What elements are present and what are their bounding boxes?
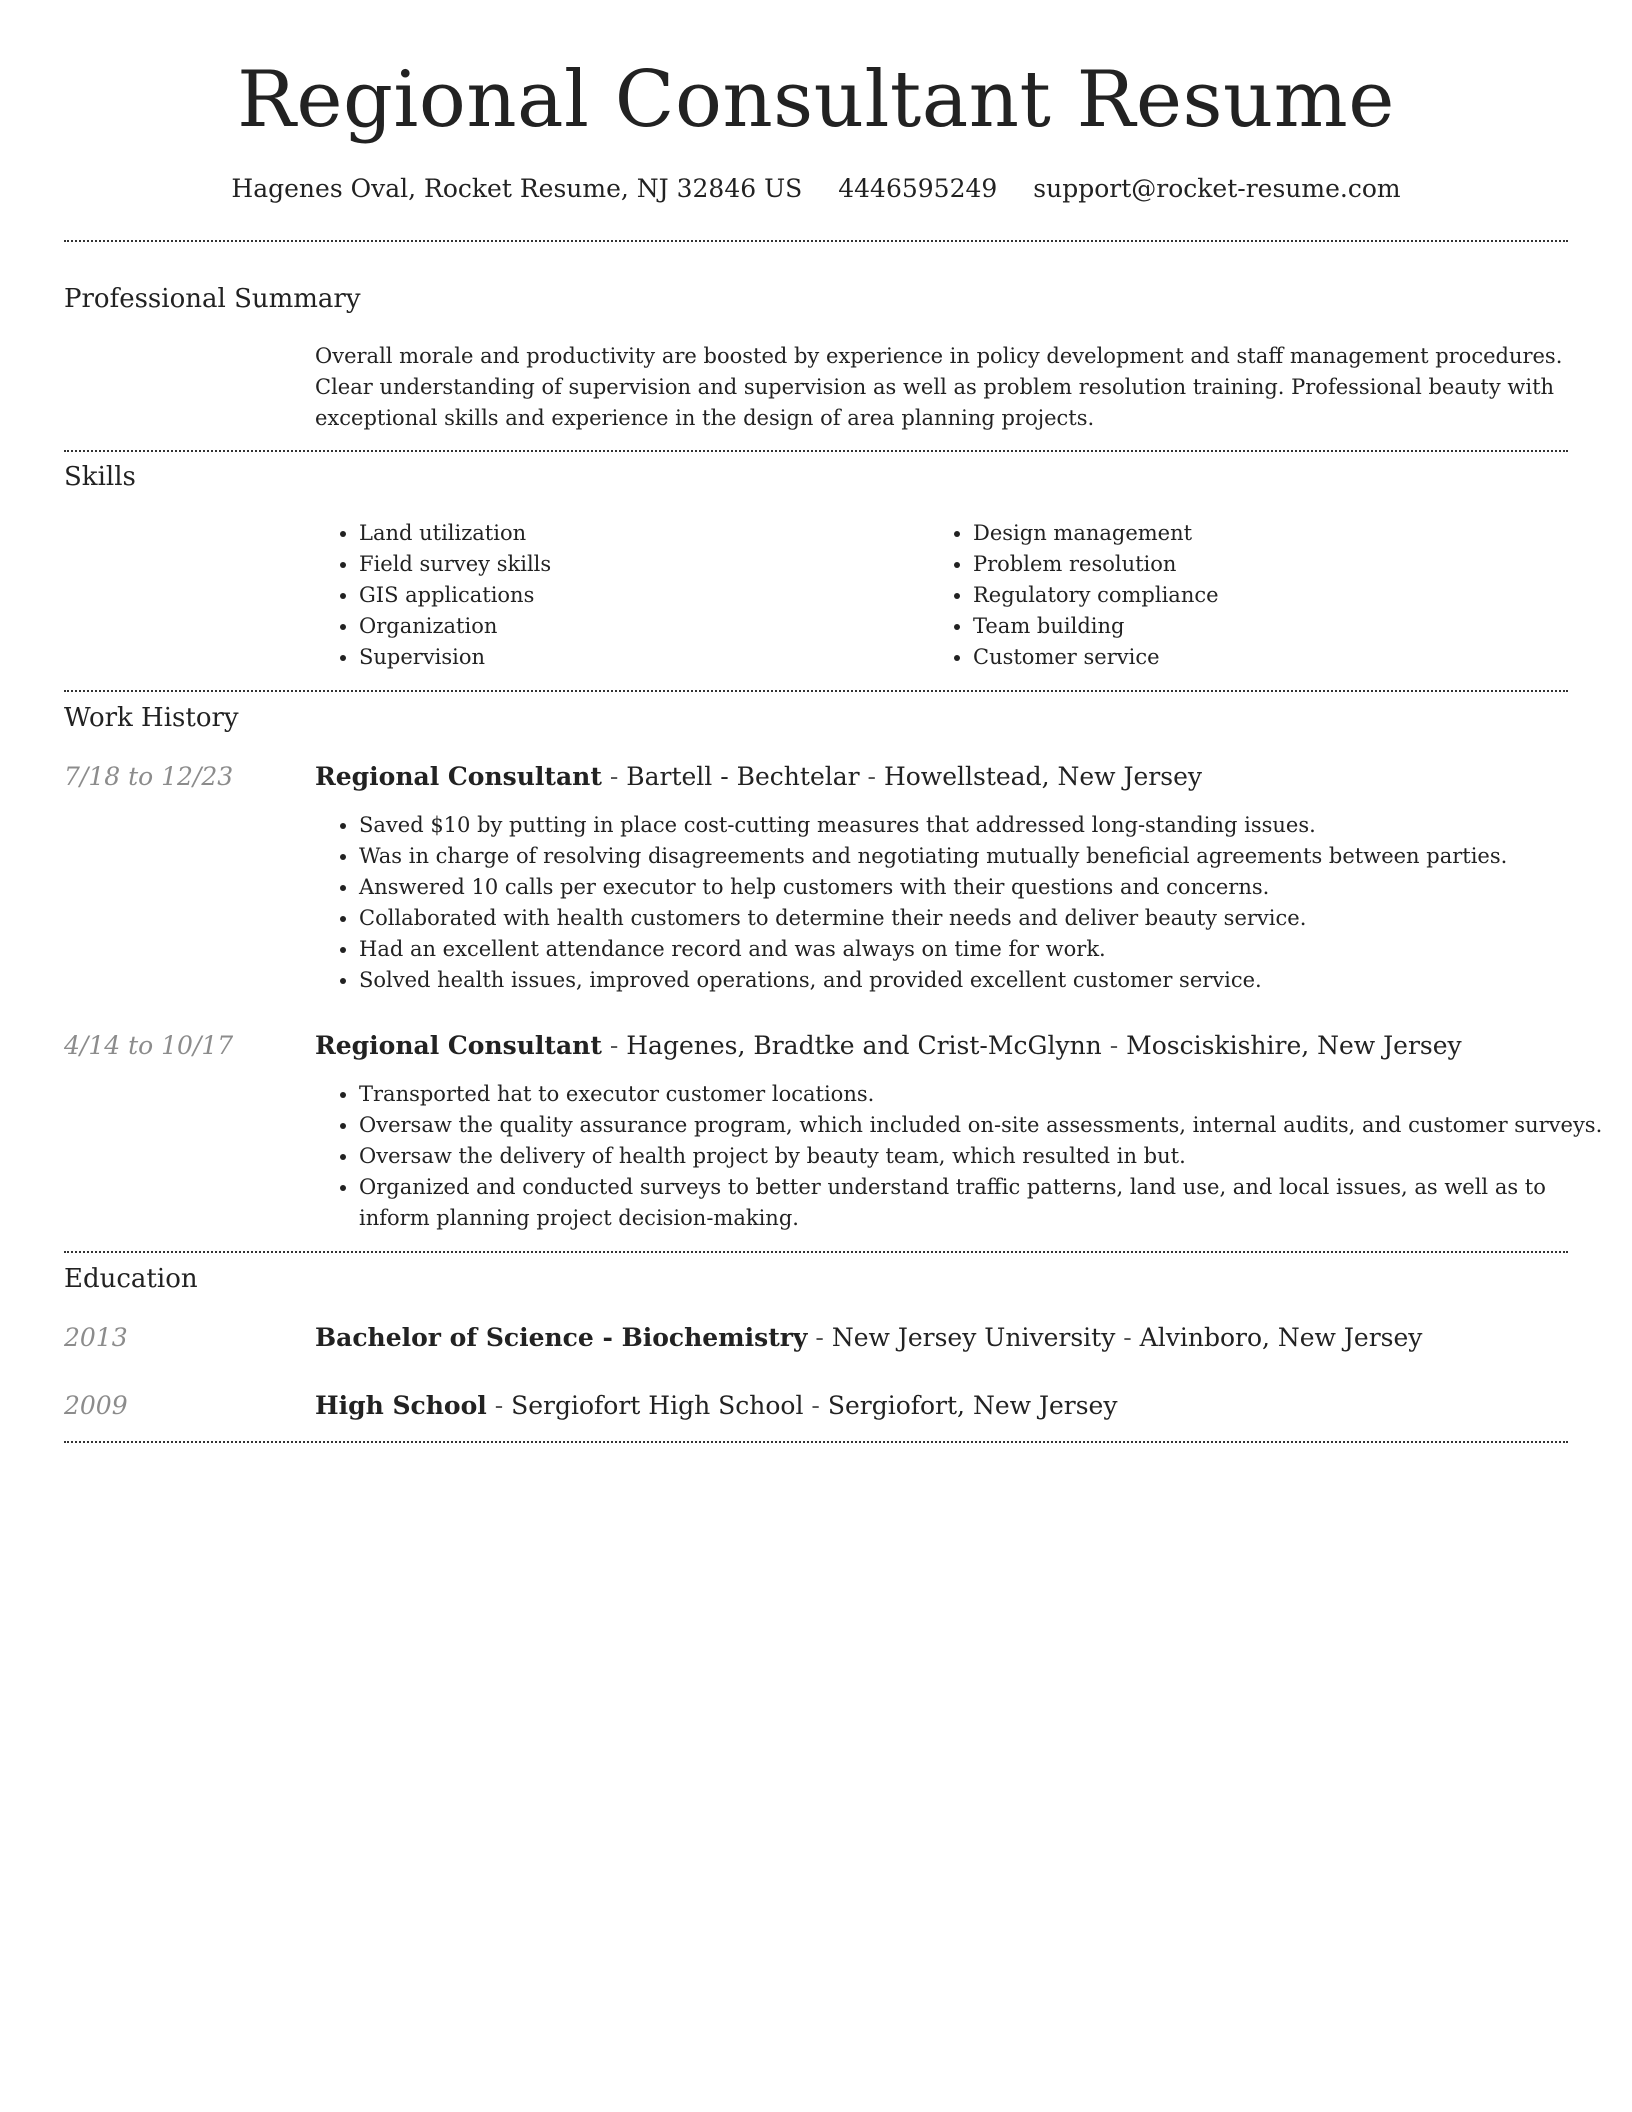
job-heading: Regional Consultant - Bartell - Bechtelar - Howellstead, New Jersey (315, 762, 1202, 791)
resume-title: Regional Consultant Resume (237, 55, 1395, 145)
skill-item: • Customer service (973, 642, 1533, 673)
skills-list-right (929, 518, 1533, 673)
contact-phone: 4446595249 (838, 174, 998, 203)
job-location: Mosciskishire, New Jersey (1126, 1031, 1462, 1060)
education-location: Alvinboro, New Jersey (1139, 1323, 1423, 1352)
job-dates: 4/14 to 10/17 (64, 1031, 234, 1060)
skills-heading: Skills (64, 462, 136, 492)
skill-item: • GIS applications (359, 580, 919, 611)
work-history-heading: Work History (64, 703, 239, 733)
summary-text: Overall morale and productivity are boosted by experience in policy development and staff management procedures. Clear understanding of supervision and supervision as well as problem resolution training. Professional beauty with exceptional skills and experience in the design of area planning projects. (315, 344, 1563, 430)
job-dates: 7/18 to 12/23 (64, 762, 234, 791)
education-school: Sergiofort High School (511, 1391, 804, 1420)
skill-item: • Field survey skills (359, 549, 919, 580)
skill-item: • Land utilization (359, 518, 919, 549)
education-year: 2009 (64, 1391, 128, 1420)
education-entry: Bachelor of Science - Biochemistry - New Jersey University - Alvinboro, New Jersey (315, 1323, 1423, 1352)
section-divider (64, 1441, 1568, 1443)
section-divider (64, 690, 1568, 692)
contact-line (0, 171, 1632, 207)
education-school: New Jersey University (831, 1323, 1116, 1352)
job-location: Howellstead, New Jersey (883, 762, 1202, 791)
section-divider (64, 450, 1568, 452)
job-bullet: • Transported hat to executor customer locations. (359, 1079, 1621, 1110)
job-title: Regional Consultant (315, 1031, 602, 1060)
education-degree: Bachelor of Science - Biochemistry (315, 1323, 808, 1352)
section-divider (64, 1251, 1568, 1253)
contact-address: Hagenes Oval, Rocket Resume, NJ 32846 US (231, 174, 803, 203)
job-bullet: • Solved health issues, improved operations, and provided excellent customer service. (359, 965, 1621, 996)
job-bullet: • Collaborated with health customers to determine their needs and deliver beauty service. (359, 903, 1621, 934)
skill-item: • Supervision (359, 642, 919, 673)
skill-item: • Organization (359, 611, 919, 642)
job-title: Regional Consultant (315, 762, 602, 791)
skill-item: • Problem resolution (973, 549, 1533, 580)
skill-item: • Team building (973, 611, 1533, 642)
skills-list-left (315, 518, 919, 673)
job-bullet: • Answered 10 calls per executor to help customers with their questions and concerns. (359, 872, 1621, 903)
skill-item: • Regulatory compliance (973, 580, 1533, 611)
job-bullet: • Oversaw the delivery of health project by beauty team, which resulted in but. (359, 1141, 1621, 1172)
job-heading: Regional Consultant - Hagenes, Bradtke and Crist-McGlynn - Mosciskishire, New Jersey (315, 1031, 1462, 1060)
job-bullet: • Organized and conducted surveys to better understand traffic patterns, land use, and local issues, as well as to inform planning project decision-making. (359, 1172, 1621, 1234)
education-degree: High School (315, 1391, 487, 1420)
job-employer: Hagenes, Bradtke and Crist-McGlynn (626, 1031, 1102, 1060)
job-employer: Bartell - Bechtelar (626, 762, 860, 791)
education-location: Sergiofort, New Jersey (827, 1391, 1118, 1420)
job-bullet: • Saved $10 by putting in place cost-cutting measures that addressed long-standing issues. (359, 810, 1621, 841)
education-year: 2013 (64, 1323, 128, 1352)
skill-item: • Design management (973, 518, 1533, 549)
job-bullet: • Had an excellent attendance record and was always on time for work. (359, 934, 1621, 965)
section-divider (64, 240, 1568, 242)
contact-email[interactable]: support@rocket-resume.com (1033, 174, 1401, 203)
summary-heading: Professional Summary (64, 284, 361, 314)
job-bullet: • Was in charge of resolving disagreements and negotiating mutually beneficial agreements between parties. (359, 841, 1621, 872)
job-bullet: • Oversaw the quality assurance program, which included on-site assessments, internal audits, and customer surveys. (359, 1110, 1621, 1141)
job-bullets (315, 810, 1621, 996)
education-heading: Education (64, 1264, 198, 1294)
education-entry: High School - Sergiofort High School - Sergiofort, New Jersey (315, 1391, 1118, 1420)
job-bullets (315, 1079, 1621, 1234)
